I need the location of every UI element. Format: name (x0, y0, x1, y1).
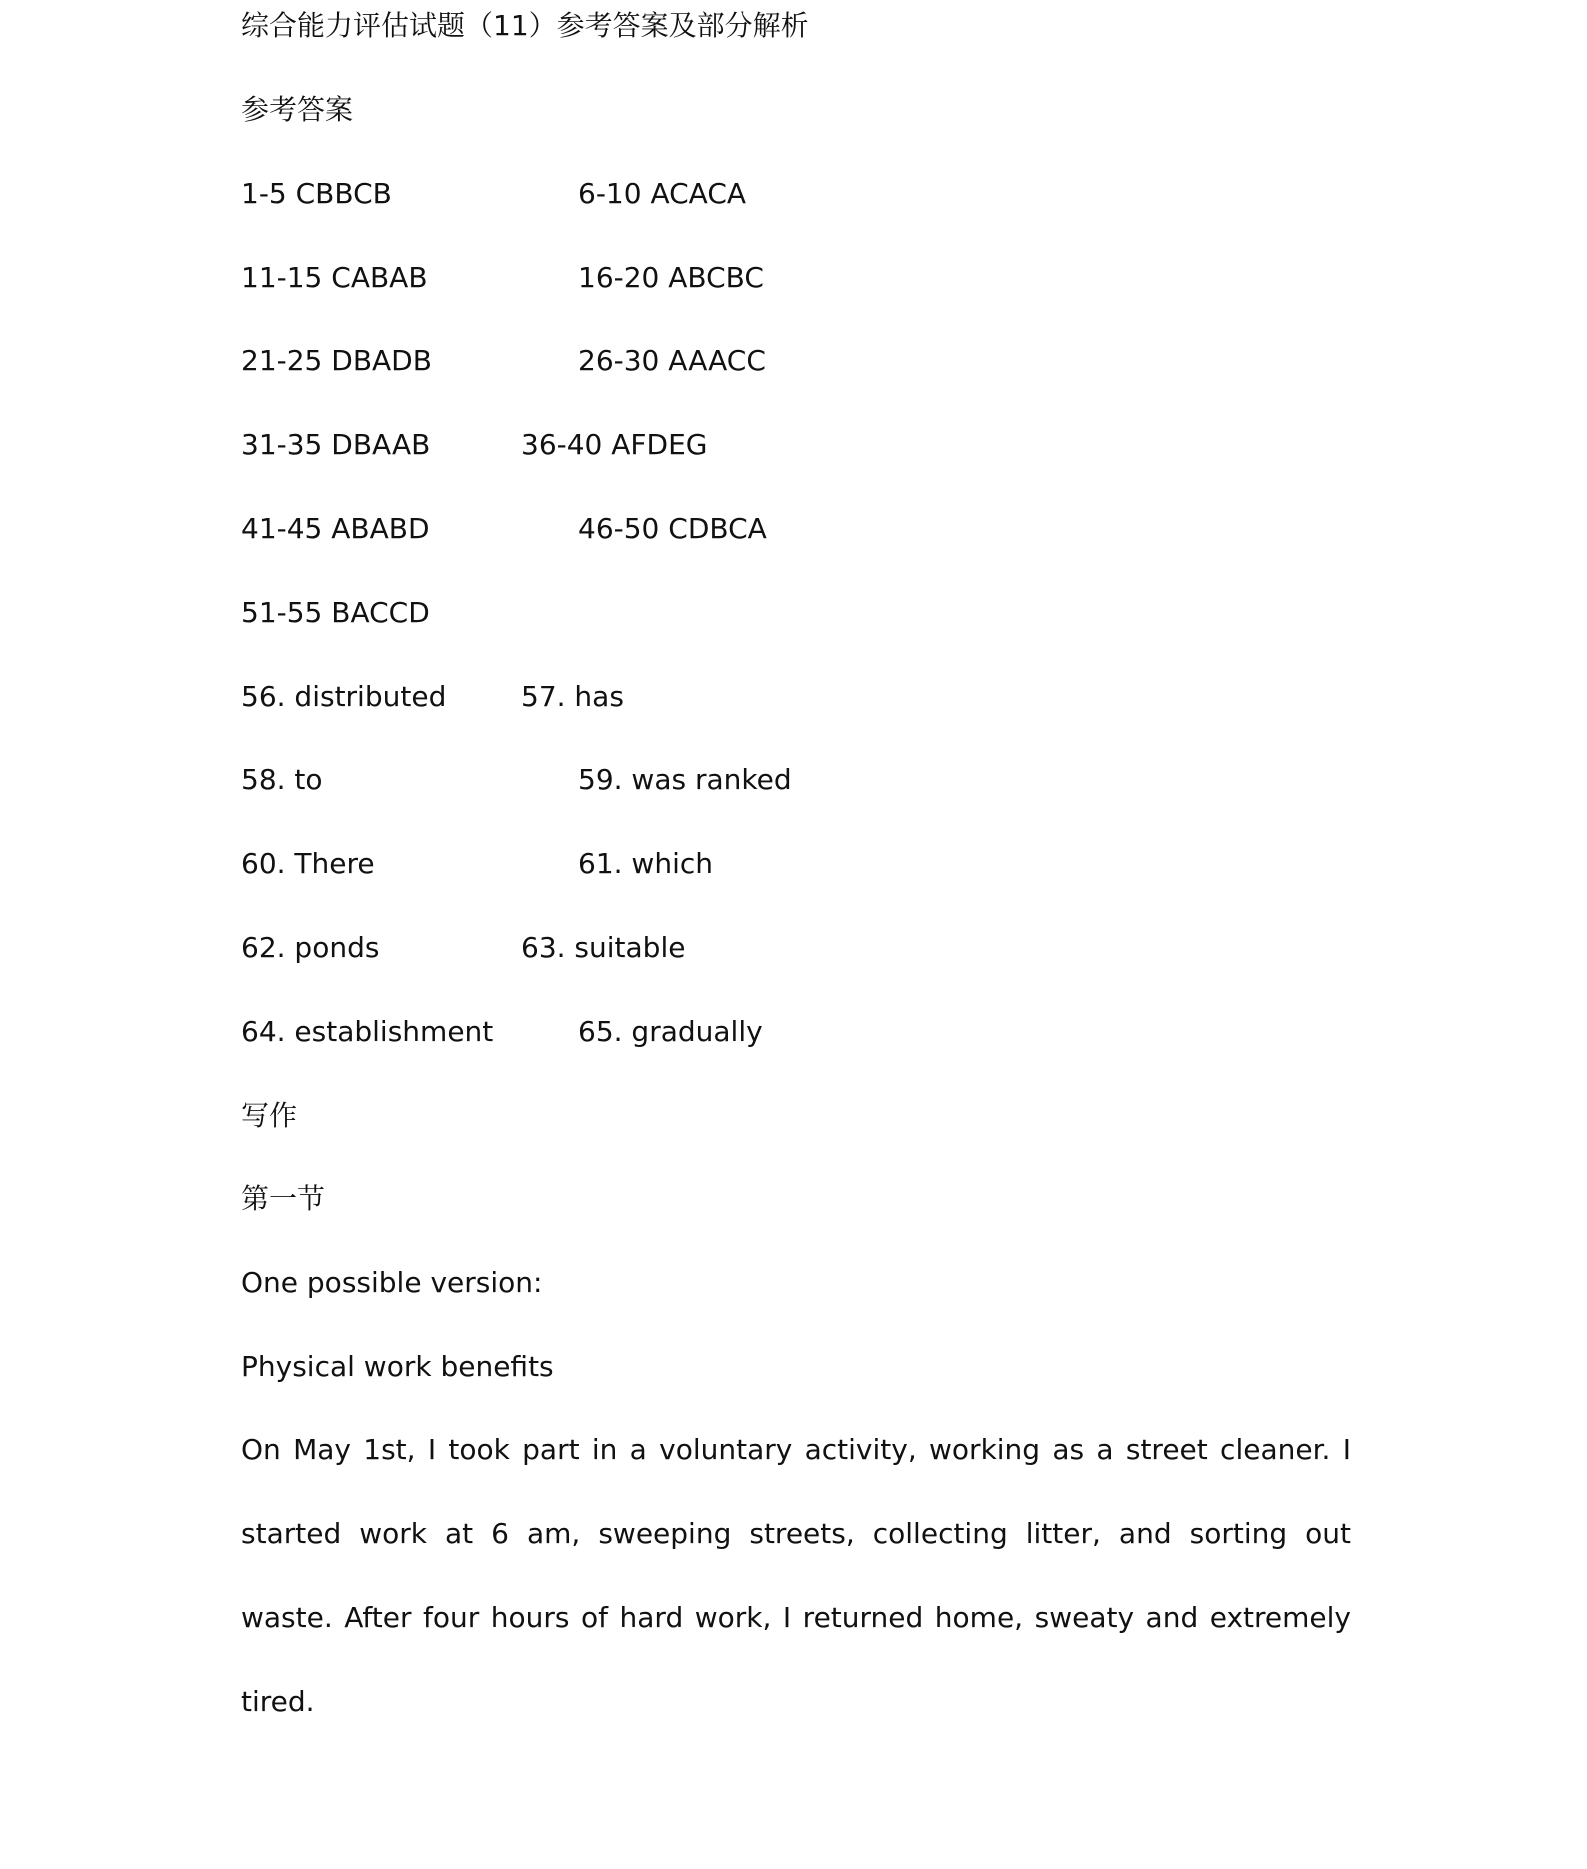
answer-row-5-right: 46-50 CDBCA (578, 512, 767, 545)
answer-row-10-left: 62. ponds (241, 931, 380, 964)
answer-row-7-right: 57. has (521, 680, 624, 713)
answer-row-9-right: 61. which (578, 847, 713, 880)
answer-row-8-right: 59. was ranked (578, 763, 792, 796)
answer-row-1-left: 1-5 CBBCB (241, 177, 392, 210)
answers-heading: 参考答案 (241, 93, 354, 126)
answer-row-4-left: 31-35 DBAAB (241, 428, 431, 461)
document-title: 综合能力评估试题（11）参考答案及部分解析 (241, 9, 809, 42)
answer-row-4-right: 36-40 AFDEG (521, 428, 708, 461)
version-label: One possible version: (241, 1266, 543, 1299)
answer-row-11-left: 64. establishment (241, 1015, 494, 1048)
answer-row-1-right: 6-10 ACACA (578, 177, 747, 210)
answer-row-7-left: 56. distributed (241, 680, 447, 713)
answer-row-2-left: 11-15 CABAB (241, 261, 428, 294)
answer-row-2-right: 16-20 ABCBC (578, 261, 764, 294)
answer-row-10-right: 63. suitable (521, 931, 686, 964)
essay-title: Physical work benefits (241, 1350, 554, 1383)
answer-row-9-left: 60. There (241, 847, 375, 880)
answer-row-3-left: 21-25 DBADB (241, 344, 432, 377)
writing-heading: 写作 (241, 1099, 298, 1132)
answer-row-11-right: 65. gradually (578, 1015, 763, 1048)
essay-paragraph: On May 1st, I took part in a voluntary activity, working as a street cleaner. I started work at 6 am, sweeping streets, collecting litter, and sorting out waste. After four hours of hard work, I returned home, sweaty and extremely tired. (241, 1433, 1351, 1718)
answer-row-5-left: 41-45 ABABD (241, 512, 430, 545)
answer-row-3-right: 26-30 AAACC (578, 344, 766, 377)
section-heading: 第一节 (241, 1182, 326, 1215)
answer-row-8-left: 58. to (241, 763, 323, 796)
answer-row-6-left: 51-55 BACCD (241, 596, 430, 629)
